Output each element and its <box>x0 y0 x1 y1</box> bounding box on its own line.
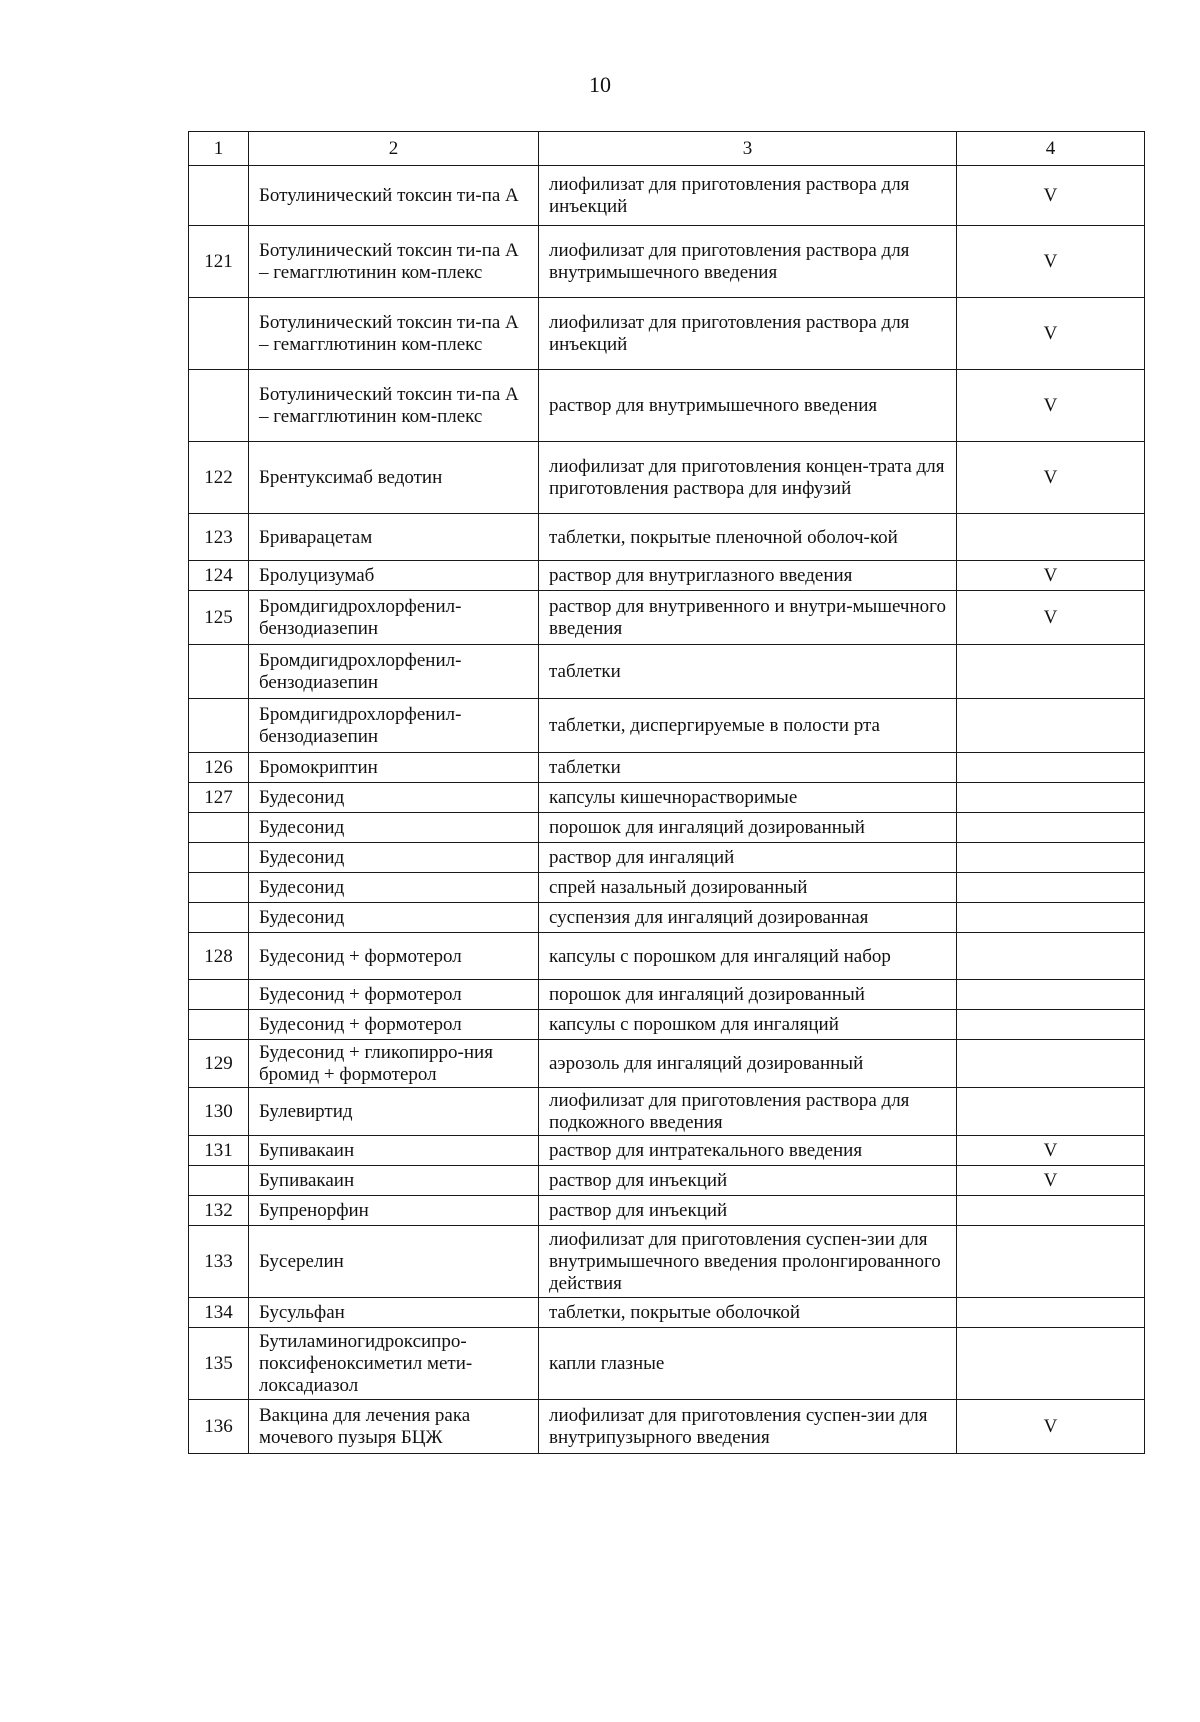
drug-name: Бупивакаин <box>249 1166 539 1196</box>
drug-name: Ботулинический токсин ти-па А <box>249 166 539 226</box>
drug-name: Вакцина для лечения рака мочевого пузыря БЦЖ <box>249 1400 539 1454</box>
table-row <box>189 1328 1145 1400</box>
vital-mark: V <box>957 298 1145 370</box>
row-number: 121 <box>189 226 249 298</box>
drug-name: Бусерелин <box>249 1226 539 1298</box>
row-number: 125 <box>189 591 249 645</box>
row-number: 130 <box>189 1088 249 1136</box>
row-number: 132 <box>189 1196 249 1226</box>
vital-mark <box>957 903 1145 933</box>
table-row <box>189 1226 1145 1298</box>
row-number <box>189 645 249 699</box>
drug-name: Бриварацетам <box>249 514 539 561</box>
table-row <box>189 903 1145 933</box>
dosage-form: спрей назальный дозированный <box>539 873 957 903</box>
vital-mark <box>957 873 1145 903</box>
drug-name: Будесонид <box>249 903 539 933</box>
drug-name: Бромдигидрохлорфенил-бензодиазепин <box>249 591 539 645</box>
table-row <box>189 514 1145 561</box>
vital-mark <box>957 813 1145 843</box>
dosage-form: капсулы с порошком для ингаляций <box>539 1010 957 1040</box>
vital-mark: V <box>957 561 1145 591</box>
row-number: 126 <box>189 753 249 783</box>
drug-name: Будесонид + формотерол <box>249 980 539 1010</box>
vital-mark <box>957 980 1145 1010</box>
vital-mark: V <box>957 370 1145 442</box>
dosage-form: лиофилизат для приготовления концен-трата для приготовления раствора для инфузий <box>539 442 957 514</box>
row-number <box>189 370 249 442</box>
dosage-form: раствор для интратекального введения <box>539 1136 957 1166</box>
row-number <box>189 298 249 370</box>
dosage-form: лиофилизат для приготовления раствора для внутримышечного введения <box>539 226 957 298</box>
row-number <box>189 1166 249 1196</box>
dosage-form: лиофилизат для приготовления раствора для инъекций <box>539 298 957 370</box>
dosage-form: лиофилизат для приготовления раствора для инъекций <box>539 166 957 226</box>
drug-name: Будесонид + гликопирро-ния бромид + формотерол <box>249 1040 539 1088</box>
vital-mark <box>957 1088 1145 1136</box>
vital-mark <box>957 1226 1145 1298</box>
vital-mark <box>957 1010 1145 1040</box>
vital-mark <box>957 1328 1145 1400</box>
row-number: 123 <box>189 514 249 561</box>
table-row <box>189 591 1145 645</box>
drug-name: Бупренорфин <box>249 1196 539 1226</box>
table-row <box>189 933 1145 980</box>
table-row <box>189 645 1145 699</box>
column-header-3: 3 <box>539 132 957 166</box>
column-header-2: 2 <box>249 132 539 166</box>
row-number: 131 <box>189 1136 249 1166</box>
drug-name: Брентуксимаб ведотин <box>249 442 539 514</box>
vital-mark <box>957 783 1145 813</box>
drug-name: Будесонид <box>249 813 539 843</box>
row-number: 134 <box>189 1298 249 1328</box>
drug-name: Будесонид <box>249 783 539 813</box>
table-row <box>189 980 1145 1010</box>
dosage-form: раствор для инъекций <box>539 1196 957 1226</box>
drug-name: Бромдигидрохлорфенил-бензодиазепин <box>249 645 539 699</box>
drug-table <box>188 131 1145 1454</box>
dosage-form: раствор для ингаляций <box>539 843 957 873</box>
dosage-form: таблетки, покрытые оболочкой <box>539 1298 957 1328</box>
vital-mark: V <box>957 1136 1145 1166</box>
dosage-form: раствор для внутриглазного введения <box>539 561 957 591</box>
row-number: 136 <box>189 1400 249 1454</box>
vital-mark <box>957 843 1145 873</box>
table-row <box>189 1166 1145 1196</box>
row-number <box>189 903 249 933</box>
table-row <box>189 1298 1145 1328</box>
table-row <box>189 1196 1145 1226</box>
table-row <box>189 813 1145 843</box>
dosage-form: раствор для внутривенного и внутри-мышечного введения <box>539 591 957 645</box>
vital-mark <box>957 1040 1145 1088</box>
vital-mark <box>957 1196 1145 1226</box>
row-number <box>189 699 249 753</box>
row-number: 124 <box>189 561 249 591</box>
table-body <box>189 166 1145 1454</box>
drug-name: Будесонид + формотерол <box>249 933 539 980</box>
drug-name: Булевиртид <box>249 1088 539 1136</box>
dosage-form: капли глазные <box>539 1328 957 1400</box>
row-number <box>189 166 249 226</box>
row-number <box>189 873 249 903</box>
table-row <box>189 843 1145 873</box>
dosage-form: капсулы кишечнорастворимые <box>539 783 957 813</box>
table-row <box>189 873 1145 903</box>
row-number <box>189 843 249 873</box>
vital-mark: V <box>957 226 1145 298</box>
table-row <box>189 561 1145 591</box>
dosage-form: лиофилизат для приготовления раствора для подкожного введения <box>539 1088 957 1136</box>
dosage-form: суспензия для ингаляций дозированная <box>539 903 957 933</box>
table-row <box>189 1010 1145 1040</box>
drug-name: Будесонид <box>249 873 539 903</box>
drug-name: Бутиламиногидроксипро-поксифеноксиметил мети-локсадиазол <box>249 1328 539 1400</box>
dosage-form: лиофилизат для приготовления суспен-зии для внутрипузырного введения <box>539 1400 957 1454</box>
dosage-form: аэрозоль для ингаляций дозированный <box>539 1040 957 1088</box>
table-row <box>189 166 1145 226</box>
drug-name: Бупивакаин <box>249 1136 539 1166</box>
table-row <box>189 1040 1145 1088</box>
dosage-form: таблетки, диспергируемые в полости рта <box>539 699 957 753</box>
row-number <box>189 813 249 843</box>
vital-mark <box>957 699 1145 753</box>
vital-mark <box>957 514 1145 561</box>
column-header-1: 1 <box>189 132 249 166</box>
table-row <box>189 753 1145 783</box>
vital-mark <box>957 645 1145 699</box>
dosage-form: лиофилизат для приготовления суспен-зии для внутримышечного введения пролонгированного действия <box>539 1226 957 1298</box>
dosage-form: таблетки <box>539 753 957 783</box>
drug-name: Ботулинический токсин ти-па А – гемагглютинин ком-плекс <box>249 298 539 370</box>
table-row <box>189 1400 1145 1454</box>
drug-name: Будесонид <box>249 843 539 873</box>
table-row <box>189 442 1145 514</box>
table-row <box>189 298 1145 370</box>
drug-name: Ботулинический токсин ти-па А – гемагглютинин ком-плекс <box>249 226 539 298</box>
vital-mark <box>957 753 1145 783</box>
row-number: 127 <box>189 783 249 813</box>
dosage-form: раствор для внутримышечного введения <box>539 370 957 442</box>
vital-mark: V <box>957 1166 1145 1196</box>
table-header-row <box>189 132 1145 166</box>
table-row <box>189 226 1145 298</box>
row-number <box>189 980 249 1010</box>
row-number: 135 <box>189 1328 249 1400</box>
table-row <box>189 370 1145 442</box>
table-row <box>189 1088 1145 1136</box>
vital-mark: V <box>957 1400 1145 1454</box>
page-number: 10 <box>589 72 611 97</box>
drug-name: Бромдигидрохлорфенил-бензодиазепин <box>249 699 539 753</box>
dosage-form: таблетки, покрытые пленочной оболоч-кой <box>539 514 957 561</box>
vital-mark: V <box>957 591 1145 645</box>
dosage-form: порошок для ингаляций дозированный <box>539 980 957 1010</box>
drug-name: Будесонид + формотерол <box>249 1010 539 1040</box>
vital-mark: V <box>957 166 1145 226</box>
row-number: 128 <box>189 933 249 980</box>
vital-mark: V <box>957 442 1145 514</box>
dosage-form: таблетки <box>539 645 957 699</box>
drug-name: Бролуцизумаб <box>249 561 539 591</box>
table-row <box>189 1136 1145 1166</box>
table-row <box>189 699 1145 753</box>
table-row <box>189 783 1145 813</box>
row-number: 129 <box>189 1040 249 1088</box>
vital-mark <box>957 933 1145 980</box>
dosage-form: порошок для ингаляций дозированный <box>539 813 957 843</box>
dosage-form: капсулы с порошком для ингаляций набор <box>539 933 957 980</box>
row-number: 122 <box>189 442 249 514</box>
row-number: 133 <box>189 1226 249 1298</box>
drug-name: Бромокриптин <box>249 753 539 783</box>
column-header-4: 4 <box>957 132 1145 166</box>
row-number <box>189 1010 249 1040</box>
drug-name: Ботулинический токсин ти-па А – гемагглютинин ком-плекс <box>249 370 539 442</box>
vital-mark <box>957 1298 1145 1328</box>
drug-name: Бусульфан <box>249 1298 539 1328</box>
dosage-form: раствор для инъекций <box>539 1166 957 1196</box>
